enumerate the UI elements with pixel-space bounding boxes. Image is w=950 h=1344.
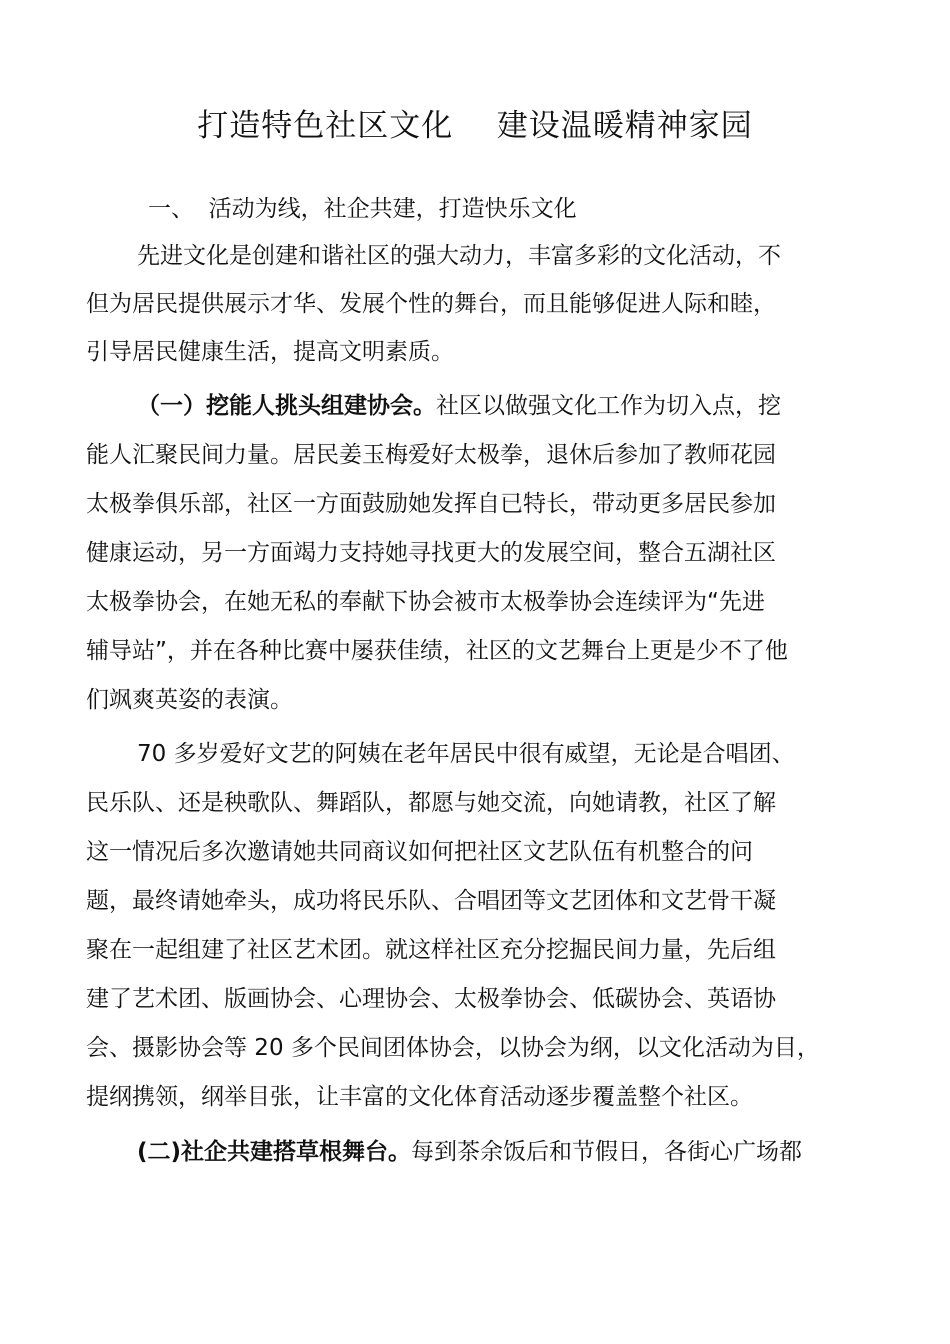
section-heading: 一、 活动为线，社企共建，打造快乐文化: [148, 196, 577, 222]
paragraph-line: 健康运动，另一方面竭力支持她寻找更大的发展空间，整合五湖社区: [86, 540, 776, 566]
paragraph-line: [137, 387, 950, 425]
subheading-inline: （一）挖能人挑头组建协会。: [137, 393, 436, 419]
paragraph-line: 能人汇聚民间力量。居民姜玉梅爱好太极拳，退休后参加了教师花园: [86, 442, 776, 468]
paragraph-line: 题，最终请她牵头，成功将民乐队、合唱团等文艺团体和文艺骨干凝: [86, 888, 776, 914]
paragraph-line: 辅导站”，并在各种比赛中屡获佳绩，社区的文艺舞台上更是少不了他: [86, 638, 788, 664]
paragraph-line: 但为居民提供展示才华、发展个性的舞台，而且能够促进人际和睦，: [86, 291, 776, 317]
paragraph-text: 每到茶余饭后和节假日，各街心广场都: [411, 1139, 803, 1165]
paragraph-line: 这一情况后多次邀请她共同商议如何把社区文艺队伍有机整合的问: [86, 839, 753, 865]
paragraph-line: 民乐队、还是秧歌队、舞蹈队，都愿与她交流，向她请教，社区了解: [86, 790, 776, 816]
document-title: 打造特色社区文化 建设温暖精神家园: [197, 108, 753, 144]
paragraph-line: 建了艺术团、版画协会、心理协会、太极拳协会、低碳协会、英语协: [86, 986, 776, 1012]
paragraph-line: 先进文化是创建和谐社区的强大动力，丰富多彩的文化活动，不: [137, 243, 781, 269]
paragraph-line: 们飒爽英姿的表演。: [86, 687, 293, 713]
paragraph-line: 聚在一起组建了社区艺术团。就这样社区充分挖掘民间力量，先后组: [86, 937, 776, 963]
paragraph-line: 太极拳协会，在她无私的奉献下协会被市太极拳协会连续评为“先进: [86, 589, 765, 615]
paragraph-line: 会、摄影协会等 20 多个民间团体协会，以协会为纲，以文化活动为目，: [86, 1035, 820, 1061]
paragraph-line: 提纲携领，纲举目张，让丰富的文化体育活动逐步覆盖整个社区。: [86, 1084, 753, 1110]
subheading-inline: (二)社企共建搭草根舞台。: [137, 1139, 412, 1165]
paragraph-line: 太极拳俱乐部，社区一方面鼓励她发挥自已特长，带动更多居民参加: [86, 491, 776, 517]
paragraph-line: 70 多岁爱好文艺的阿姨在老年居民中很有威望，无论是合唱团、: [137, 741, 795, 767]
paragraph-text: 社区以做强文化工作为切入点，挖: [436, 393, 781, 419]
paragraph-line: [137, 1133, 950, 1171]
paragraph-line: 引导居民健康生活，提高文明素质。: [86, 339, 454, 365]
